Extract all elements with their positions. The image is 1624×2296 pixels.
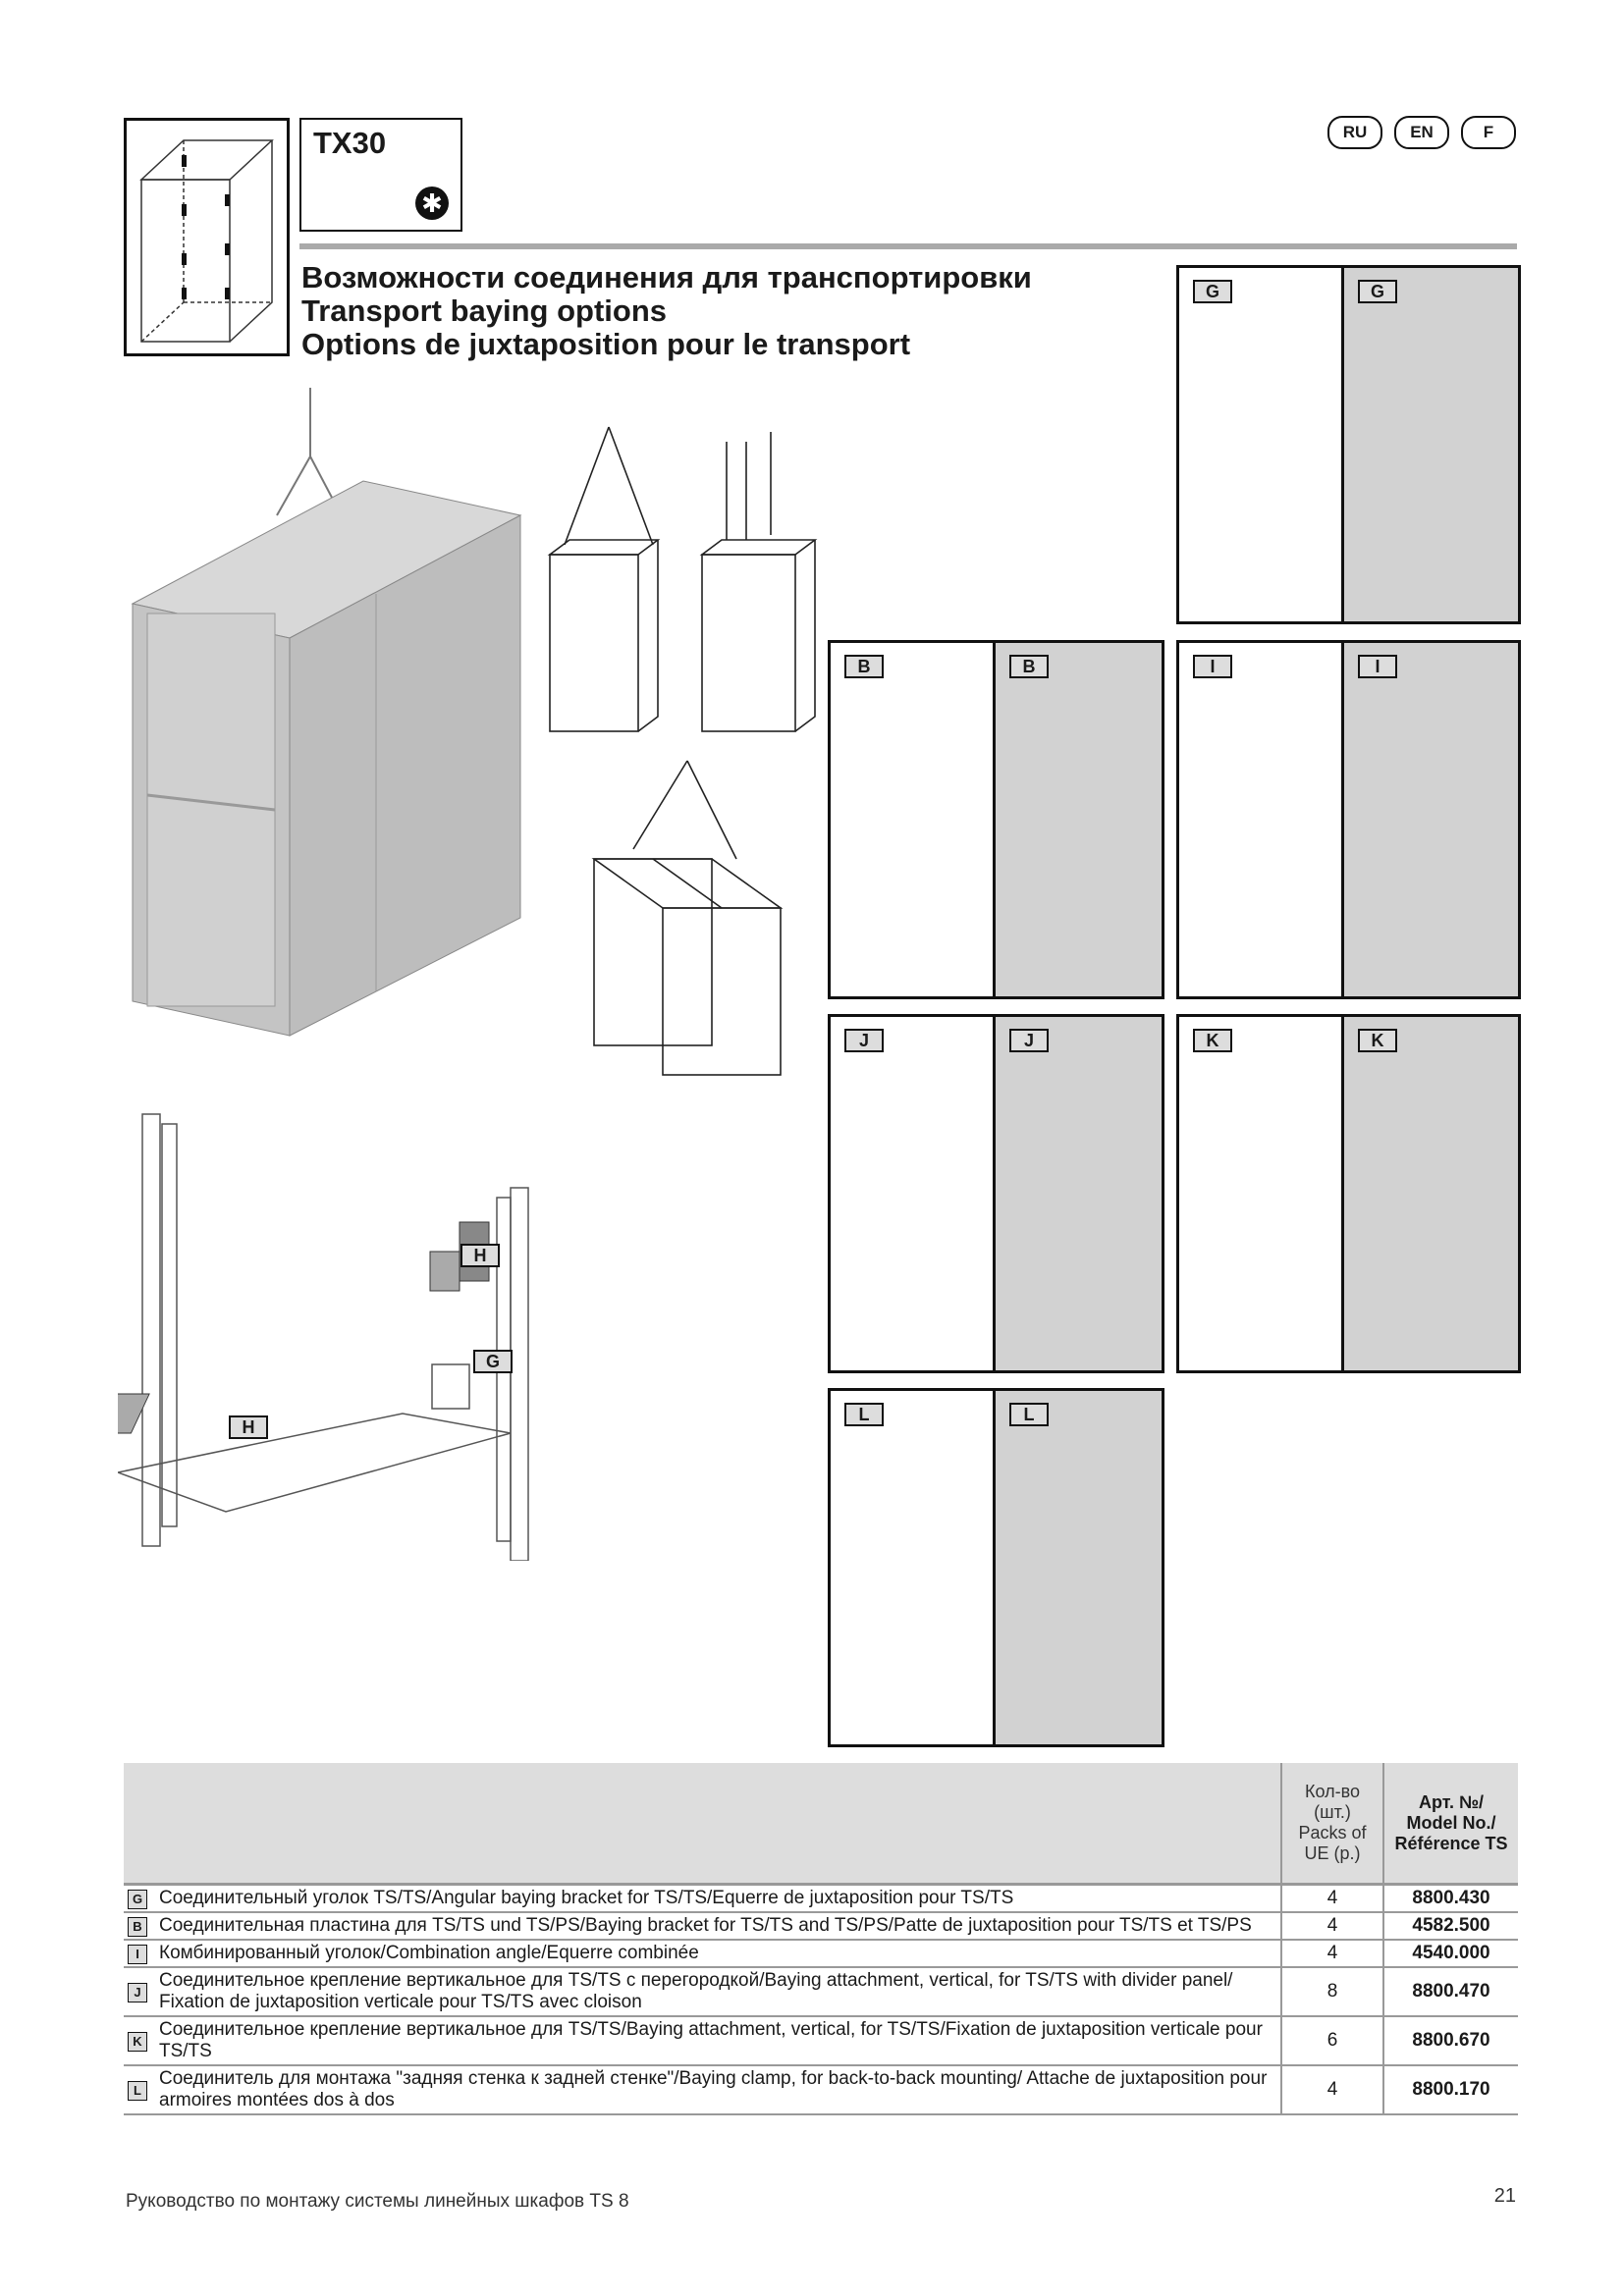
panel-j-photo	[996, 1017, 1162, 1370]
lifting-sketches	[535, 417, 839, 771]
row-desc: Соединительное крепление вертикальное для TS/TS с перегородкой/Baying attachment, vertical, for TS/TS with divider panel/ Fixation de juxtaposition verticale pour TS/TS avec cloison	[151, 1967, 1281, 2016]
table-row	[124, 1885, 1518, 1913]
title-fr: Options de juxtaposition pour le transport	[301, 327, 911, 361]
table-row	[124, 2016, 1518, 2065]
row-desc: Соединительное крепление вертикальное для TS/TS/Baying attachment, vertical, for TS/TS/Fixation de juxtaposition verticale pour TS/TS	[151, 2016, 1281, 2065]
row-desc: Соединитель для монтажа "задняя стенка к задней стенке"/Baying clamp, for back-to-back mounting/ Attache de juxtaposition pour armoires montées dos à dos	[151, 2065, 1281, 2114]
row-art: 8800.470	[1383, 1967, 1518, 2016]
row-desc: Комбинированный уголок/Combination angle/Equerre combinée	[151, 1940, 1281, 1967]
title-ru: Возможности соединения для транспортировки	[301, 260, 1032, 294]
row-key: G	[128, 1890, 147, 1909]
panel-k	[1176, 1014, 1521, 1373]
product-code: TX30	[313, 126, 387, 160]
row-art: 8800.170	[1383, 2065, 1518, 2114]
row-qty: 8	[1281, 1967, 1383, 2016]
panel-b-right-label: B	[1009, 655, 1049, 678]
row-key: K	[128, 2032, 147, 2052]
panel-i	[1176, 640, 1521, 999]
panel-b	[828, 640, 1164, 999]
panel-b-photo	[996, 643, 1162, 996]
detail-label-g: G	[473, 1350, 513, 1373]
detail-label-h-top: H	[460, 1244, 500, 1267]
page-title	[301, 261, 1032, 361]
lang-fr: F	[1461, 116, 1516, 149]
panel-b-left-label: B	[844, 655, 884, 678]
table-row	[124, 1940, 1518, 1967]
panel-l-left-label: L	[844, 1403, 884, 1426]
panel-l-photo	[996, 1391, 1162, 1744]
panel-g-left-label: G	[1193, 280, 1232, 303]
frame-detail-drawing	[118, 1099, 638, 1561]
row-qty: 4	[1281, 2065, 1383, 2114]
panel-i-photo	[1344, 643, 1518, 996]
panel-l-right-label: L	[1009, 1403, 1049, 1426]
row-qty: 6	[1281, 2016, 1383, 2065]
detail-label-h-left: H	[229, 1415, 268, 1439]
row-qty: 4	[1281, 1912, 1383, 1940]
row-key: J	[128, 1983, 147, 2002]
panel-i-right-label: I	[1358, 655, 1397, 678]
panel-l	[828, 1388, 1164, 1747]
title-en: Transport baying options	[301, 294, 668, 328]
panel-j-right-label: J	[1009, 1029, 1049, 1052]
header-rule	[299, 243, 1517, 249]
language-badges	[1327, 116, 1516, 149]
panel-j-left-label: J	[844, 1029, 884, 1052]
product-code-box	[299, 118, 462, 232]
table-row	[124, 1967, 1518, 2016]
cabinet-thumbnail	[124, 118, 290, 356]
star-icon: ✱	[415, 187, 449, 220]
row-qty: 4	[1281, 1940, 1383, 1967]
page-number: 21	[1493, 2185, 1516, 2207]
header-qty: Кол-во (шт.) Packs of UE (p.)	[1281, 1763, 1383, 1885]
panel-j	[828, 1014, 1164, 1373]
row-key: I	[128, 1945, 147, 1964]
header-art: Арт. №/ Model No./ Référence TS	[1383, 1763, 1518, 1885]
row-qty: 4	[1281, 1885, 1383, 1913]
lang-en: EN	[1394, 116, 1449, 149]
footer-text: Руководство по монтажу системы линейных шкафов TS 8	[126, 2191, 629, 2212]
panel-g-photo	[1344, 268, 1518, 621]
cabinet-wireframe-icon	[127, 121, 287, 353]
panel-k-left-label: K	[1193, 1029, 1232, 1052]
panel-g-right-label: G	[1358, 280, 1397, 303]
table-row	[124, 2065, 1518, 2114]
row-desc: Соединительный уголок TS/TS/Angular baying bracket for TS/TS/Equerre de juxtaposition pour TS/TS	[151, 1885, 1281, 1913]
row-art: 8800.430	[1383, 1885, 1518, 1913]
table-header	[124, 1763, 1518, 1885]
panel-k-photo	[1344, 1017, 1518, 1370]
table-row	[124, 1912, 1518, 1940]
spec-table	[124, 1763, 1518, 2115]
row-art: 4540.000	[1383, 1940, 1518, 1967]
panel-g	[1176, 265, 1521, 624]
lifting-pair-sketch	[579, 751, 805, 1085]
panel-i-left-label: I	[1193, 655, 1232, 678]
panel-k-right-label: K	[1358, 1029, 1397, 1052]
row-key: B	[128, 1917, 147, 1937]
row-art: 8800.670	[1383, 2016, 1518, 2065]
row-desc: Соединительная пластина для TS/TS und TS/PS/Baying bracket for TS/TS and TS/PS/Patte de juxtaposition pour TS/TS et TS/PS	[151, 1912, 1281, 1940]
row-key: L	[128, 2081, 147, 2101]
lang-ru: RU	[1327, 116, 1382, 149]
row-art: 4582.500	[1383, 1912, 1518, 1940]
